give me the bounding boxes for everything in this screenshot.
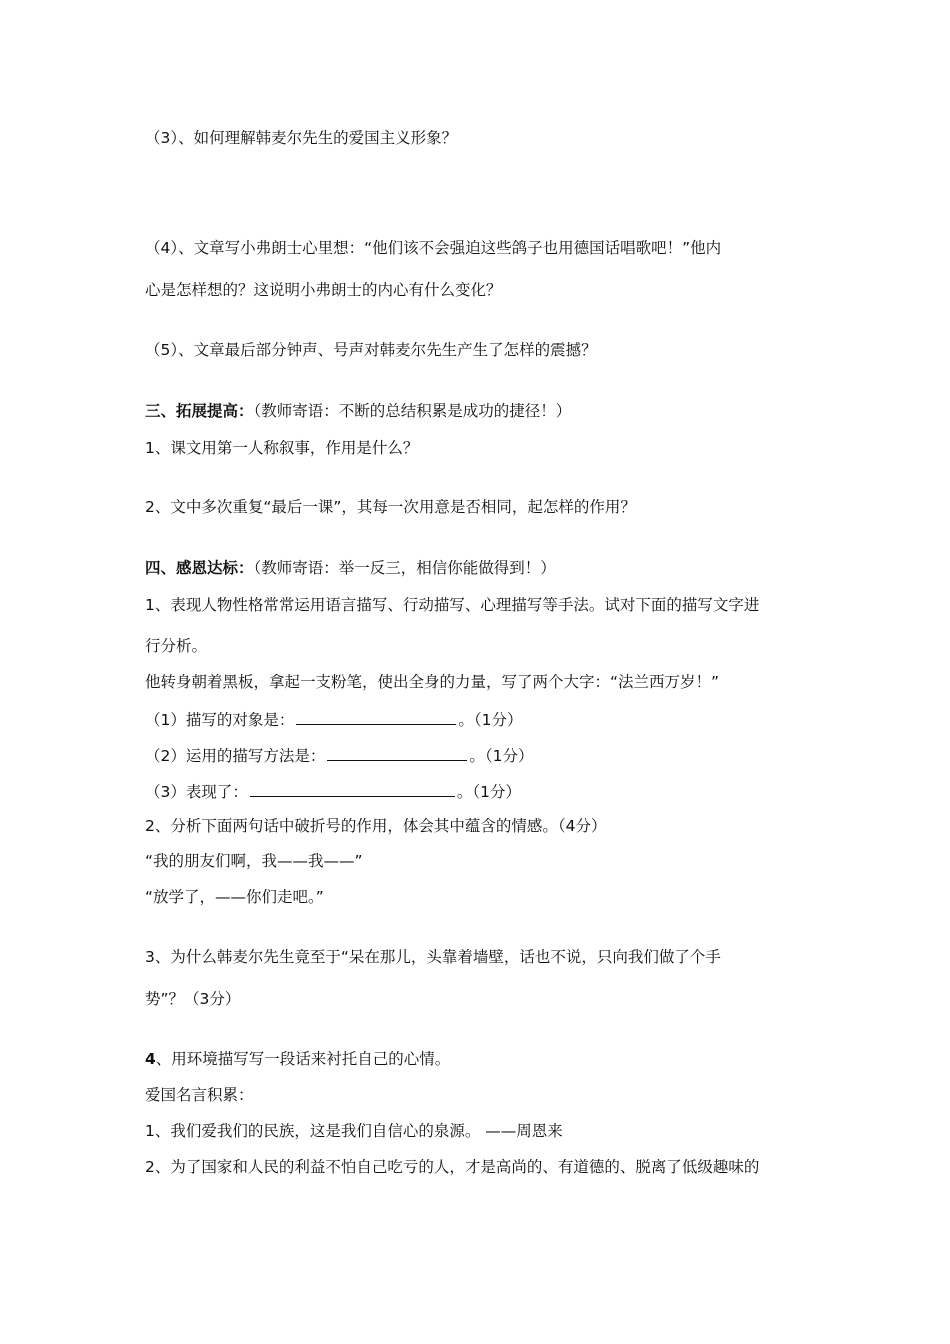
patriotic-quotes-heading: 爱国名言积累： xyxy=(145,1086,254,1104)
sub-question-3 xyxy=(145,780,521,802)
answer-blank-1[interactable] xyxy=(296,708,456,725)
section-4-item-4-text: 、用环境描写写一段话来衬托自己的心情。 xyxy=(155,1050,451,1068)
section-3-heading: 三、拓展提高： xyxy=(145,402,254,420)
section-3-item-2: 2、文中多次重复“最后一课”，其每一次用意是否相同，起怎样的作用？ xyxy=(145,498,636,516)
section-3-item-1: 1、课文用第一人称叙事，作用是什么？ xyxy=(145,439,419,457)
section-4-item-1-line-2: 行分析。 xyxy=(145,637,208,655)
section-4-item-4 xyxy=(145,1049,450,1069)
patriotic-quote-2: 2、为了国家和人民的利益不怕自己吃亏的人，才是高尚的、有道德的、脱离了低级趣味的 xyxy=(145,1158,760,1176)
sub-question-2 xyxy=(145,744,534,766)
section-4-item-1-line-1: 1、表现人物性格常常运用语言描写、行动描写、心理描写等手法。试对下面的描写文字进 xyxy=(145,596,760,614)
sub-question-1-label: （1）描写的对象是： xyxy=(145,711,295,729)
patriotic-quote-1: 1、我们爱我们的民族，这是我们自信心的泉源。 ——周恩来 xyxy=(145,1122,563,1140)
question-4-line-2: 心是怎样想的？这说明小弗朗士的内心有什么变化？ xyxy=(145,281,502,299)
section-4-item-2-quote-1: “我的朋友们啊，我——我——” xyxy=(145,852,363,870)
answer-blank-2[interactable] xyxy=(327,744,467,761)
sub-question-3-label: （3）表现了： xyxy=(145,783,248,801)
section-4-item-2: 2、分析下面两句话中破折号的作用，体会其中蕴含的情感。（4分） xyxy=(145,817,607,835)
section-4-note: （教师寄语：举一反三，相信你能做得到！） xyxy=(253,559,556,577)
sub-question-1 xyxy=(145,708,523,730)
sub-question-2-tail: 。（1分） xyxy=(469,747,534,765)
section-4-item-3-line-1: 3、为什么韩麦尔先生竟至于“呆在那儿，头靠着墙壁，话也不说，只向我们做了个手 xyxy=(145,948,721,966)
sub-question-3-tail: 。（1分） xyxy=(456,783,521,801)
sub-question-2-label: （2）运用的描写方法是： xyxy=(145,747,326,765)
answer-blank-3[interactable] xyxy=(250,780,455,797)
section-3-note: （教师寄语：不断的总结积累是成功的捷径！） xyxy=(253,402,572,420)
question-4-line-1: （4）、文章写小弗朗士心里想：“他们该不会强迫这些鸽子也用德国话唱歌吧！”他内 xyxy=(145,239,722,257)
sub-question-1-tail: 。（1分） xyxy=(458,711,523,729)
section-4-item-2-quote-2: “放学了，——你们走吧。” xyxy=(145,888,324,906)
section-4-quote: 他转身朝着黑板，拿起一支粉笔，使出全身的力量，写了两个大字：“法兰西万岁！” xyxy=(145,673,720,691)
section-4-item-4-number: 4 xyxy=(145,1050,156,1068)
question-3: （3）、如何理解韩麦尔先生的爱国主义形象？ xyxy=(145,129,458,147)
section-4-heading: 四、感恩达标： xyxy=(145,559,254,577)
section-4-header xyxy=(145,558,556,578)
section-3-header xyxy=(145,401,571,421)
section-4-item-3-line-2: 势”？（3分） xyxy=(145,990,241,1008)
question-5: （5）、文章最后部分钟声、号声对韩麦尔先生产生了怎样的震撼？ xyxy=(145,341,597,359)
